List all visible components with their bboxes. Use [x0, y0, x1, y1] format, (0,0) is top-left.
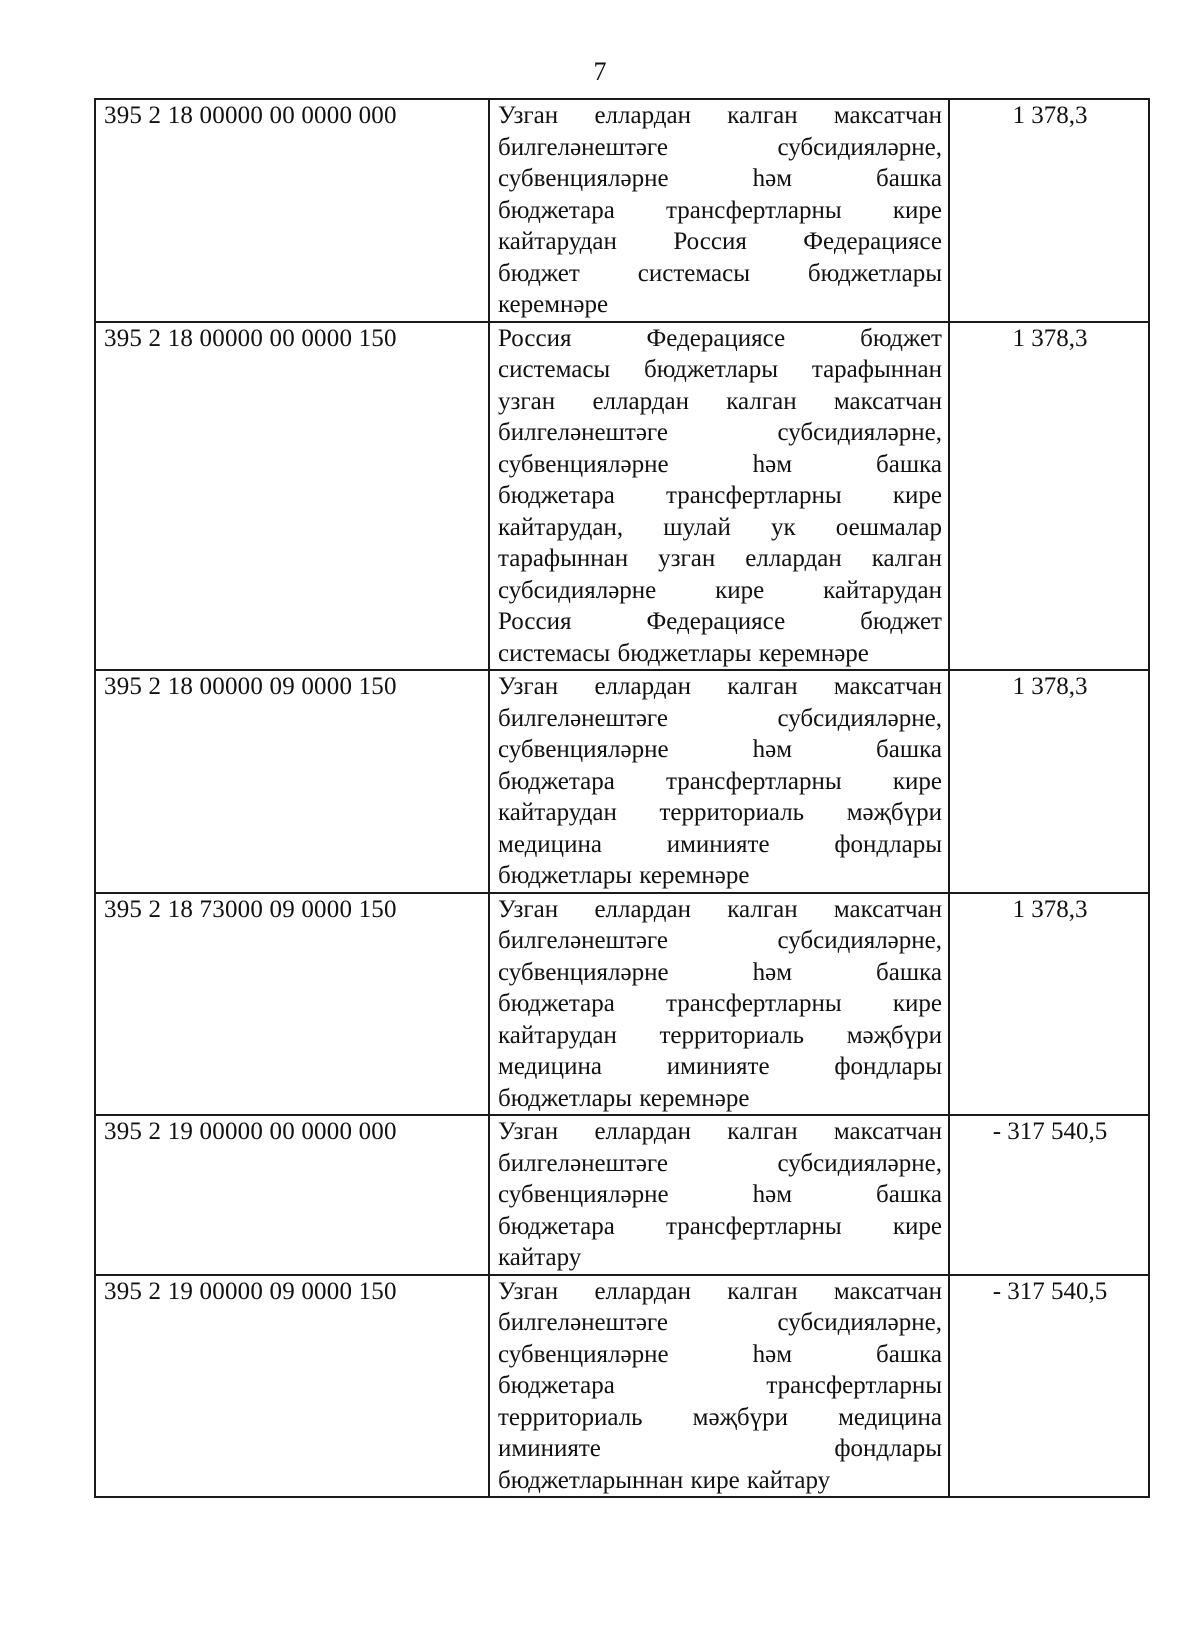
table-row: [95, 893, 1149, 1116]
amount-cell: 1 378,3: [949, 670, 1149, 893]
description-line: бюджетлары керемнәре: [498, 862, 750, 889]
description-line: бюджетара трансфертларны кире: [498, 990, 942, 1017]
description-line: кайтарудан территориаль мәҗбүри: [498, 799, 942, 826]
description-line: бюджет системасы бюджетлары: [498, 259, 942, 287]
description-line: бюджетлары керемнәре: [498, 1084, 750, 1112]
description-line: тарафыннан узган еллардан калган: [498, 545, 942, 572]
description-line: субвенцияләрне һәм башка: [498, 1340, 942, 1368]
amount-cell: - 317 540,5: [949, 1275, 1149, 1498]
description-line: субвенцияләрне һәм башка: [498, 958, 942, 986]
description-line: бюджетара трансфертларны кире: [498, 767, 942, 795]
description-cell: [489, 322, 949, 671]
description-line: медицина иминияте фондлары: [498, 1053, 942, 1080]
description-line: Узган еллардан калган максатчан: [498, 1118, 942, 1145]
page-number: 7: [593, 57, 607, 86]
table-row: [95, 322, 1149, 671]
description-line: кайтарудан Россия Федерациясе: [498, 228, 942, 255]
description-line: Узган еллардан калган максатчан: [498, 1277, 942, 1305]
description-line: субвенцияләрне һәм башка: [498, 450, 942, 478]
table-row: [95, 670, 1149, 893]
description-line: Узган еллардан калган максатчан: [498, 895, 942, 923]
description-line: узган еллардан калган максатчан: [498, 387, 942, 415]
description-line: Узган еллардан калган максатчан: [498, 102, 942, 129]
description-line: бюджетара трансфертларны кире: [498, 482, 942, 509]
budget-code-cell: 395 2 18 73000 09 0000 150: [95, 893, 489, 1116]
budget-revenue-table: [94, 98, 1150, 1498]
description-line: бюджетара трансфертларны кире: [498, 1212, 942, 1240]
budget-code-cell: 395 2 18 00000 00 0000 000: [95, 99, 489, 322]
description-line: Россия Федерациясе бюджет: [498, 608, 942, 635]
description-line: иминияте фондлары: [498, 1435, 942, 1462]
amount-cell: 1 378,3: [949, 893, 1149, 1116]
description-line: территориаль мәҗбүри медицина: [498, 1403, 942, 1431]
description-cell: [489, 99, 949, 322]
table-row: [95, 1115, 1149, 1275]
description-line: системасы бюджетлары тарафыннан: [498, 356, 942, 383]
description-line: кайтарудан территориаль мәҗбүри: [498, 1021, 942, 1049]
description-line: субвенцияләрне һәм башка: [498, 1181, 942, 1208]
description-line: кайтару: [498, 1244, 582, 1271]
description-line: билгеләнештәге субсидияләрне,: [498, 419, 942, 446]
table-body: [95, 99, 1149, 1497]
description-line: керемнәре: [498, 291, 609, 318]
description-cell: [489, 1275, 949, 1498]
budget-code-cell: 395 2 19 00000 00 0000 000: [95, 1115, 489, 1275]
budget-code-cell: 395 2 19 00000 09 0000 150: [95, 1275, 489, 1498]
table-row: [95, 99, 1149, 322]
description-line: Россия Федерациясе бюджет: [498, 324, 942, 352]
budget-code-cell: 395 2 18 00000 09 0000 150: [95, 670, 489, 893]
description-line: субвенцияләрне һәм башка: [498, 736, 942, 763]
description-line: билгеләнештәге субсидияләрне,: [498, 1309, 942, 1336]
description-line: билгеләнештәге субсидияләрне,: [498, 133, 942, 161]
description-line: бюджетара трансфертларны: [498, 1372, 942, 1399]
table-row: [95, 1275, 1149, 1498]
description-line: билгеләнештәге субсидияләрне,: [498, 704, 942, 732]
description-line: бюджетара трансфертларны кире: [498, 196, 942, 224]
amount-cell: - 317 540,5: [949, 1115, 1149, 1275]
description-line: системасы бюджетлары керемнәре: [498, 639, 869, 667]
description-cell: [489, 1115, 949, 1275]
description-line: бюджетларыннан кире кайтару: [498, 1466, 831, 1494]
description-line: кайтарудан, шулай ук оешмалар: [498, 513, 942, 541]
amount-cell: 1 378,3: [949, 99, 1149, 322]
description-cell: [489, 893, 949, 1116]
description-line: Узган еллардан калган максатчан: [498, 673, 942, 700]
description-line: медицина иминияте фондлары: [498, 830, 942, 858]
budget-code-cell: 395 2 18 00000 00 0000 150: [95, 322, 489, 671]
description-line: субвенцияләрне һәм башка: [498, 165, 942, 192]
description-line: билгеләнештәге субсидияләрне,: [498, 927, 942, 954]
amount-cell: 1 378,3: [949, 322, 1149, 671]
description-cell: [489, 670, 949, 893]
description-line: билгеләнештәге субсидияләрне,: [498, 1149, 942, 1177]
description-line: субсидияләрне кире кайтарудан: [498, 576, 942, 604]
